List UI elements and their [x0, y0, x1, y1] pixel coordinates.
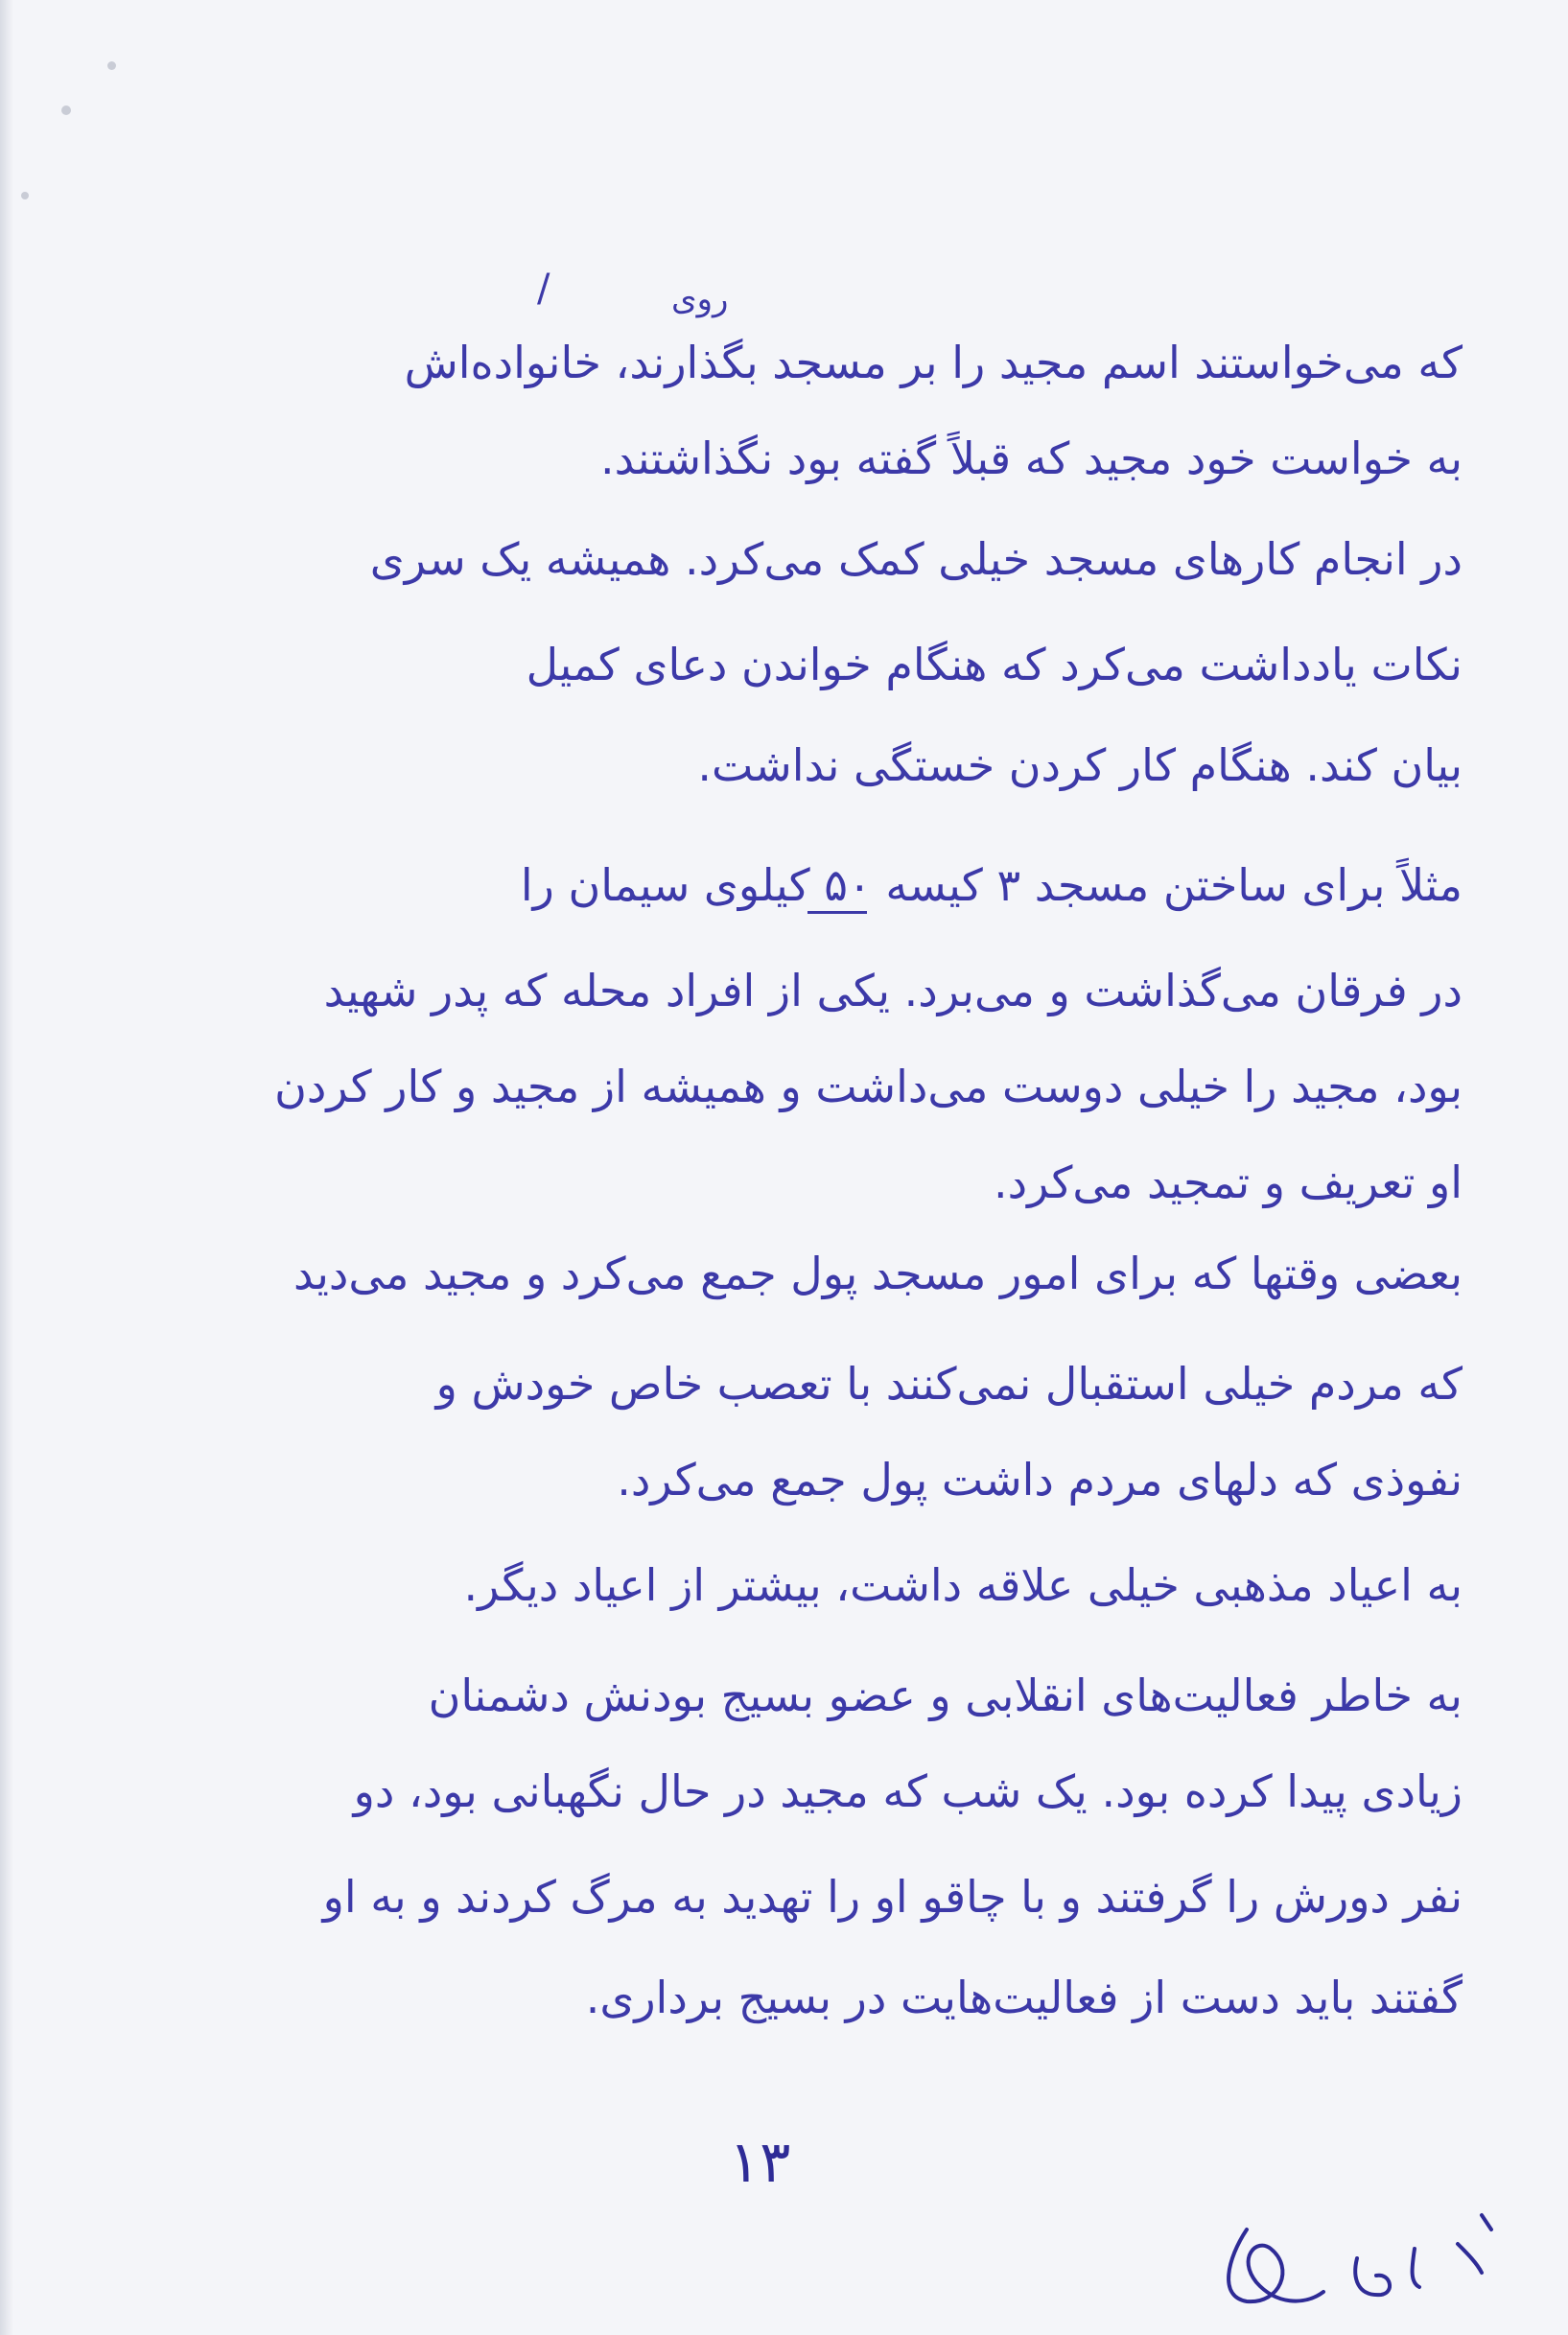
- text-line-12: نفوذی که دلهای مردم داشت پول جمع می‌کرد.: [617, 1454, 1463, 1506]
- text-line-10: بعضی وقتها که برای امور مسجد پول جمع می‌کرد و مجید می‌دید: [293, 1248, 1463, 1299]
- text-line-11: که مردم خیلی استقبال نمی‌کنند با تعصب خاص خودش و: [435, 1358, 1463, 1410]
- punch-mark: [61, 105, 71, 115]
- text-line-15: زیادی پیدا کرده بود. یک شب که مجید در حال نگهبانی بود، دو: [353, 1765, 1463, 1817]
- insertion-note: روی: [671, 280, 729, 318]
- punch-mark: [107, 61, 116, 70]
- text-line-1: که می‌خواستند اسم مجید را بر مسجد بگذارند، خانواده‌اش: [404, 337, 1463, 388]
- text-line-17: گفتند باید دست از فعالیت‌هایت در بسیج برداری.: [585, 1972, 1463, 2023]
- paper-edge: [0, 0, 13, 2335]
- text-line-5: بیان کند. هنگام کار کردن خستگی نداشت.: [697, 739, 1463, 791]
- text-line-4: نکات یادداشت می‌کرد که هنگام خواندن دعای کمیل: [526, 639, 1463, 690]
- text-line-13: به اعیاد مذهبی خیلی علاقه داشت، بیشتر از اعیاد دیگر.: [463, 1559, 1463, 1611]
- underline-mark: [807, 911, 867, 914]
- text-line-3: در انجام کارهای مسجد خیلی کمک می‌کرد. همیشه یک سری: [369, 533, 1463, 585]
- text-line-8: بود، مجید را خیلی دوست می‌داشت و همیشه از مجید و کار کردن: [274, 1061, 1463, 1112]
- text-line-7: در فرقان می‌گذاشت و می‌برد. یکی از افراد محله که پدر شهید: [323, 965, 1463, 1016]
- page-number: ۱۳: [729, 2129, 791, 2196]
- signature-mark: [1189, 2191, 1506, 2325]
- text-line-2: به خواست خود مجید که قبلاً گفته بود نگذاشتند.: [599, 432, 1463, 484]
- text-line-9: او تعریف و تمجید می‌کرد.: [994, 1156, 1463, 1208]
- text-line-14: به خاطر فعالیت‌های انقلابی و عضو بسیج بودنش دشمنان: [428, 1670, 1463, 1721]
- text-line-16: نفر دورش را گرفتند و با چاقو او را تهدید به مرگ کردند و به او: [322, 1871, 1463, 1923]
- punch-mark: [21, 192, 29, 199]
- text-line-6: مثلاً برای ساختن مسجد ۳ کیسه ۵۰ کیلوی سیمان را: [520, 859, 1463, 911]
- signature: [1189, 2191, 1506, 2330]
- insertion-caret: /: [537, 267, 550, 311]
